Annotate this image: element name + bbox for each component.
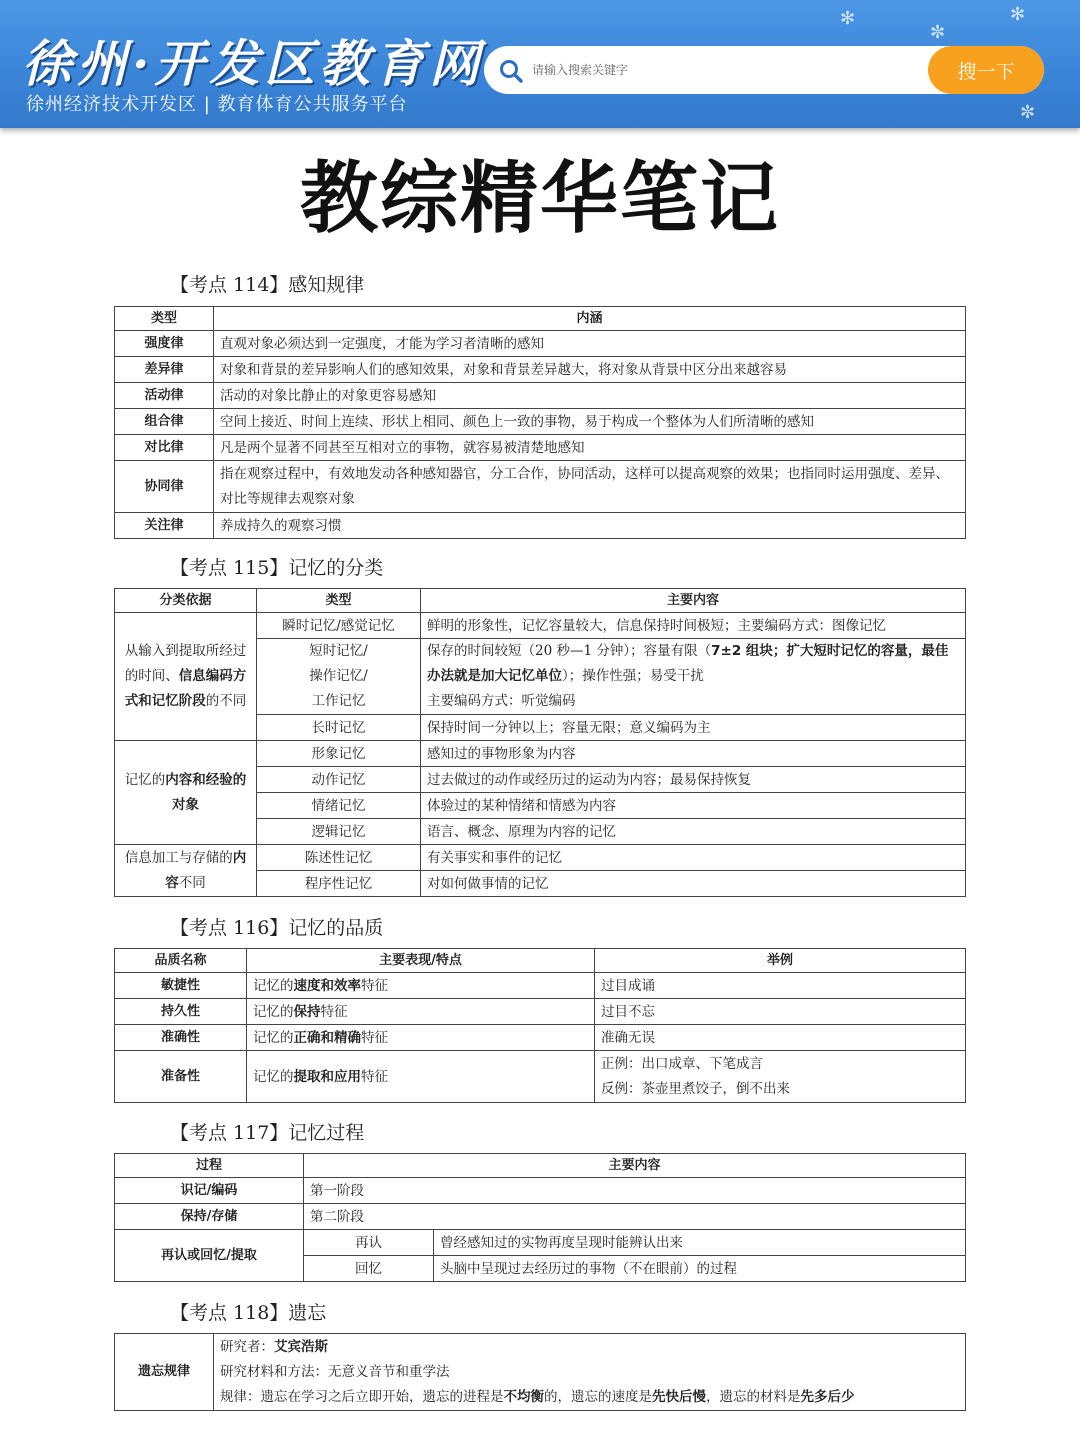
rule-description: 活动的对象比静止的对象更容易感知 bbox=[214, 383, 966, 409]
table-row bbox=[115, 1204, 966, 1230]
memory-description: 对如何做事情的记忆 bbox=[421, 871, 966, 897]
memory-type: 情绪记忆 bbox=[257, 793, 421, 819]
rule-description: 指在观察过程中，有效地发动各种感知器官，分工合作，协同活动，这样可以提高观察的效果；也指同时运用强度、差异、对比等规律去观察对象 bbox=[214, 461, 966, 513]
memory-type-line: 工作记忆 bbox=[311, 693, 366, 709]
desc-text: 主要编码方式：听觉编码 bbox=[427, 693, 576, 709]
basis-text: 不同 bbox=[178, 874, 206, 891]
memory-type: 长时记忆 bbox=[257, 715, 421, 741]
memory-type: 陈述性记忆 bbox=[257, 845, 421, 871]
memory-type-line: 短时记忆/ bbox=[309, 643, 368, 659]
feature-key: 速度和效率 bbox=[293, 977, 361, 994]
column-header: 主要表现/特点 bbox=[247, 949, 595, 973]
table-row bbox=[115, 973, 966, 999]
sub-process-name: 回忆 bbox=[304, 1256, 434, 1282]
memory-description: 语言、概念、原理为内容的记忆 bbox=[421, 819, 966, 845]
table-header-row bbox=[115, 949, 966, 973]
column-header: 类型 bbox=[257, 589, 421, 613]
memory-description: 感知过的事物形象为内容 bbox=[421, 741, 966, 767]
memory-description: 保持时间一分钟以上；容量无限；意义编码为主 bbox=[421, 715, 966, 741]
rule-name: 强度律 bbox=[115, 331, 214, 357]
rule-text: ，遗忘的材料是 bbox=[706, 1388, 801, 1405]
desc-text: ）；操作性强；易受干扰 bbox=[562, 668, 704, 684]
search-button[interactable]: 搜一下 bbox=[928, 46, 1044, 94]
feature-suffix: 特征 bbox=[361, 977, 388, 994]
quality-feature bbox=[247, 1025, 595, 1051]
table-row bbox=[115, 1051, 966, 1103]
rule-text: 的，遗忘的速度是 bbox=[544, 1388, 652, 1405]
table-header-row bbox=[115, 1154, 966, 1178]
quality-feature bbox=[247, 999, 595, 1025]
column-header: 分类依据 bbox=[115, 589, 257, 613]
quality-example: 过目不忘 bbox=[595, 999, 966, 1025]
rule-name: 协同律 bbox=[115, 461, 214, 513]
table-row bbox=[115, 461, 966, 513]
quality-feature bbox=[247, 1051, 595, 1103]
basis-bold-text: 信息编码方式和记忆阶段 bbox=[124, 668, 247, 709]
table-row bbox=[115, 1025, 966, 1051]
negative-example: 反例：茶壶里煮饺子，倒不出来 bbox=[601, 1080, 790, 1097]
dandelion-decoration-icon: ✼ bbox=[1020, 102, 1036, 123]
forgetting-rule-label: 遗忘规律 bbox=[115, 1334, 214, 1411]
rule-text: 规律：遗忘在学习之后立即开始，遗忘的进程是 bbox=[220, 1388, 504, 1405]
feature-suffix: 特征 bbox=[361, 1068, 388, 1085]
quality-example: 过目成诵 bbox=[595, 973, 966, 999]
table-row bbox=[115, 435, 966, 461]
feature-prefix: 记忆的 bbox=[253, 1029, 294, 1046]
section-heading-118: 【考点 118】遗忘 bbox=[170, 1302, 327, 1324]
rule-name: 活动律 bbox=[115, 383, 214, 409]
feature-suffix: 特征 bbox=[320, 1003, 348, 1020]
forgetting-details bbox=[214, 1334, 966, 1411]
memory-type: 逻辑记忆 bbox=[257, 819, 421, 845]
table-row bbox=[115, 409, 966, 435]
feature-prefix: 记忆的 bbox=[253, 977, 294, 994]
rule-bold-text: 先多后少 bbox=[800, 1388, 855, 1405]
classification-basis bbox=[115, 845, 257, 897]
rule-description: 直观对象必须达到一定强度，才能为学习者清晰的感知 bbox=[214, 331, 966, 357]
classification-basis bbox=[115, 613, 257, 741]
basis-bold-text: 内容和经验的对象 bbox=[165, 771, 247, 813]
rule-description: 对象和背景的差异影响人们的感知效果，对象和背景差异越大，将对象从背景中区分出来越容易 bbox=[214, 357, 966, 383]
process-name: 保持/存储 bbox=[115, 1204, 304, 1230]
memory-type: 形象记忆 bbox=[257, 741, 421, 767]
table-row bbox=[115, 1230, 966, 1256]
table-row bbox=[115, 1178, 966, 1204]
dandelion-decoration-icon: ✻ bbox=[1010, 4, 1026, 25]
memory-description: 鲜明的形象性，记忆容量较大，信息保持时间极短；主要编码方式：图像记忆 bbox=[421, 613, 966, 639]
process-description: 头脑中呈现过去经历过的事物（不在眼前）的过程 bbox=[434, 1256, 966, 1282]
process-description: 第一阶段 bbox=[304, 1178, 966, 1204]
basis-text: 的不同 bbox=[205, 693, 247, 709]
column-header: 品质名称 bbox=[115, 949, 247, 973]
memory-description: 过去做过的动作或经历过的运动为内容；最易保持恢复 bbox=[421, 767, 966, 793]
method-line: 研究材料和方法：无意义音节和重学法 bbox=[220, 1363, 450, 1380]
table-row bbox=[115, 1334, 966, 1411]
table-row bbox=[115, 513, 966, 539]
table-row bbox=[115, 741, 966, 767]
researcher-line bbox=[220, 1335, 959, 1360]
rule-description: 养成持久的观察习惯 bbox=[214, 513, 966, 539]
table-row bbox=[115, 613, 966, 639]
rule-description: 凡是两个显著不同甚至互相对立的事物，就容易被清楚地感知 bbox=[214, 435, 966, 461]
researcher-label: 研究者： bbox=[220, 1338, 274, 1355]
rule-description: 空间上接近、时间上连续、形状上相同、颜色上一致的事物，易于构成一个整体为人们所清晰的感知 bbox=[214, 409, 966, 435]
quality-name: 敏捷性 bbox=[115, 973, 247, 999]
feature-prefix: 记忆的 bbox=[253, 1003, 294, 1020]
memory-type: 程序性记忆 bbox=[257, 871, 421, 897]
memory-description: 有关事实和事件的记忆 bbox=[421, 845, 966, 871]
forgetting-table bbox=[114, 1333, 966, 1411]
memory-classification-table bbox=[114, 588, 966, 897]
rule-line bbox=[220, 1385, 959, 1410]
table-header-row bbox=[115, 589, 966, 613]
table-header-row bbox=[115, 307, 966, 331]
feature-prefix: 记忆的 bbox=[253, 1068, 294, 1085]
memory-description bbox=[421, 639, 966, 715]
table-row bbox=[115, 999, 966, 1025]
feature-key: 保持 bbox=[293, 1003, 321, 1020]
researcher-name: 艾宾浩斯 bbox=[274, 1338, 328, 1355]
site-logo-subtitle: 徐州经济技术开发区 | 教育体育公共服务平台 bbox=[26, 94, 408, 115]
memory-description: 体验过的某种情绪和情感为内容 bbox=[421, 793, 966, 819]
rule-name: 组合律 bbox=[115, 409, 214, 435]
table-row bbox=[115, 331, 966, 357]
process-name: 再认或回忆/提取 bbox=[115, 1230, 304, 1282]
section-heading-117: 【考点 117】记忆过程 bbox=[170, 1122, 365, 1144]
memory-quality-table bbox=[114, 948, 966, 1103]
section-heading-116: 【考点 116】记忆的品质 bbox=[170, 917, 384, 939]
basis-text: 信息加工与存储的 bbox=[124, 849, 233, 866]
feature-key: 正确和精确 bbox=[293, 1029, 361, 1046]
memory-type-line: 操作记忆/ bbox=[309, 668, 368, 684]
quality-name: 持久性 bbox=[115, 999, 247, 1025]
column-header: 举例 bbox=[595, 949, 966, 973]
desc-text: 保存的时间较短（20 秒—1 分钟）；容量有限（ bbox=[427, 643, 712, 659]
rule-name: 关注律 bbox=[115, 513, 214, 539]
rule-bold-text: 先快后慢 bbox=[652, 1388, 706, 1405]
memory-process-table bbox=[114, 1153, 966, 1282]
site-logo-title[interactable]: 徐州·开发区教育网 bbox=[22, 34, 485, 93]
quality-feature bbox=[247, 973, 595, 999]
process-description: 曾经感知过的实物再度呈现时能辨认出来 bbox=[434, 1230, 966, 1256]
dandelion-decoration-icon: ✻ bbox=[840, 8, 856, 29]
feature-key: 提取和应用 bbox=[293, 1068, 361, 1085]
positive-example: 正例：出口成章、下笔成言 bbox=[601, 1055, 763, 1072]
search-bar bbox=[484, 46, 1044, 94]
column-header: 过程 bbox=[115, 1154, 304, 1178]
quality-example: 准确无误 bbox=[595, 1025, 966, 1051]
quality-name: 准确性 bbox=[115, 1025, 247, 1051]
rule-name: 差异律 bbox=[115, 357, 214, 383]
table-row bbox=[115, 845, 966, 871]
dandelion-decoration-icon: ✼ bbox=[930, 22, 946, 43]
table-row bbox=[115, 357, 966, 383]
column-header: 主要内容 bbox=[421, 589, 966, 613]
desc-bold-text: 7±2 组块；扩大短时记忆的容量，最佳办法就是加大记忆单位 bbox=[427, 643, 949, 684]
section-heading-115: 【考点 115】记忆的分类 bbox=[170, 557, 384, 579]
rule-name: 对比律 bbox=[115, 435, 214, 461]
table-row bbox=[115, 383, 966, 409]
search-input[interactable] bbox=[532, 55, 952, 85]
perception-rules-table bbox=[114, 306, 966, 539]
sub-process-name: 再认 bbox=[304, 1230, 434, 1256]
feature-suffix: 特征 bbox=[361, 1029, 388, 1046]
search-icon bbox=[498, 58, 524, 84]
memory-type: 瞬时记忆/感觉记忆 bbox=[257, 613, 421, 639]
rule-bold-text: 不均衡 bbox=[503, 1388, 544, 1405]
column-header: 主要内容 bbox=[304, 1154, 966, 1178]
column-header: 类型 bbox=[115, 307, 214, 331]
process-name: 识记/编码 bbox=[115, 1178, 304, 1204]
process-description: 第二阶段 bbox=[304, 1204, 966, 1230]
basis-text: 记忆的 bbox=[124, 771, 166, 788]
section-heading-114: 【考点 114】感知规律 bbox=[170, 274, 365, 296]
basis-text: 从输入到提取所经过的时间、 bbox=[124, 643, 247, 684]
memory-type: 动作记忆 bbox=[257, 767, 421, 793]
classification-basis bbox=[115, 741, 257, 845]
site-header bbox=[0, 0, 1080, 128]
column-header: 内涵 bbox=[214, 307, 966, 331]
memory-type bbox=[257, 639, 421, 715]
quality-example bbox=[595, 1051, 966, 1103]
basis-bold-text: 内容 bbox=[165, 849, 247, 891]
page-title: 教综精华笔记 bbox=[299, 154, 780, 244]
quality-name: 准备性 bbox=[115, 1051, 247, 1103]
